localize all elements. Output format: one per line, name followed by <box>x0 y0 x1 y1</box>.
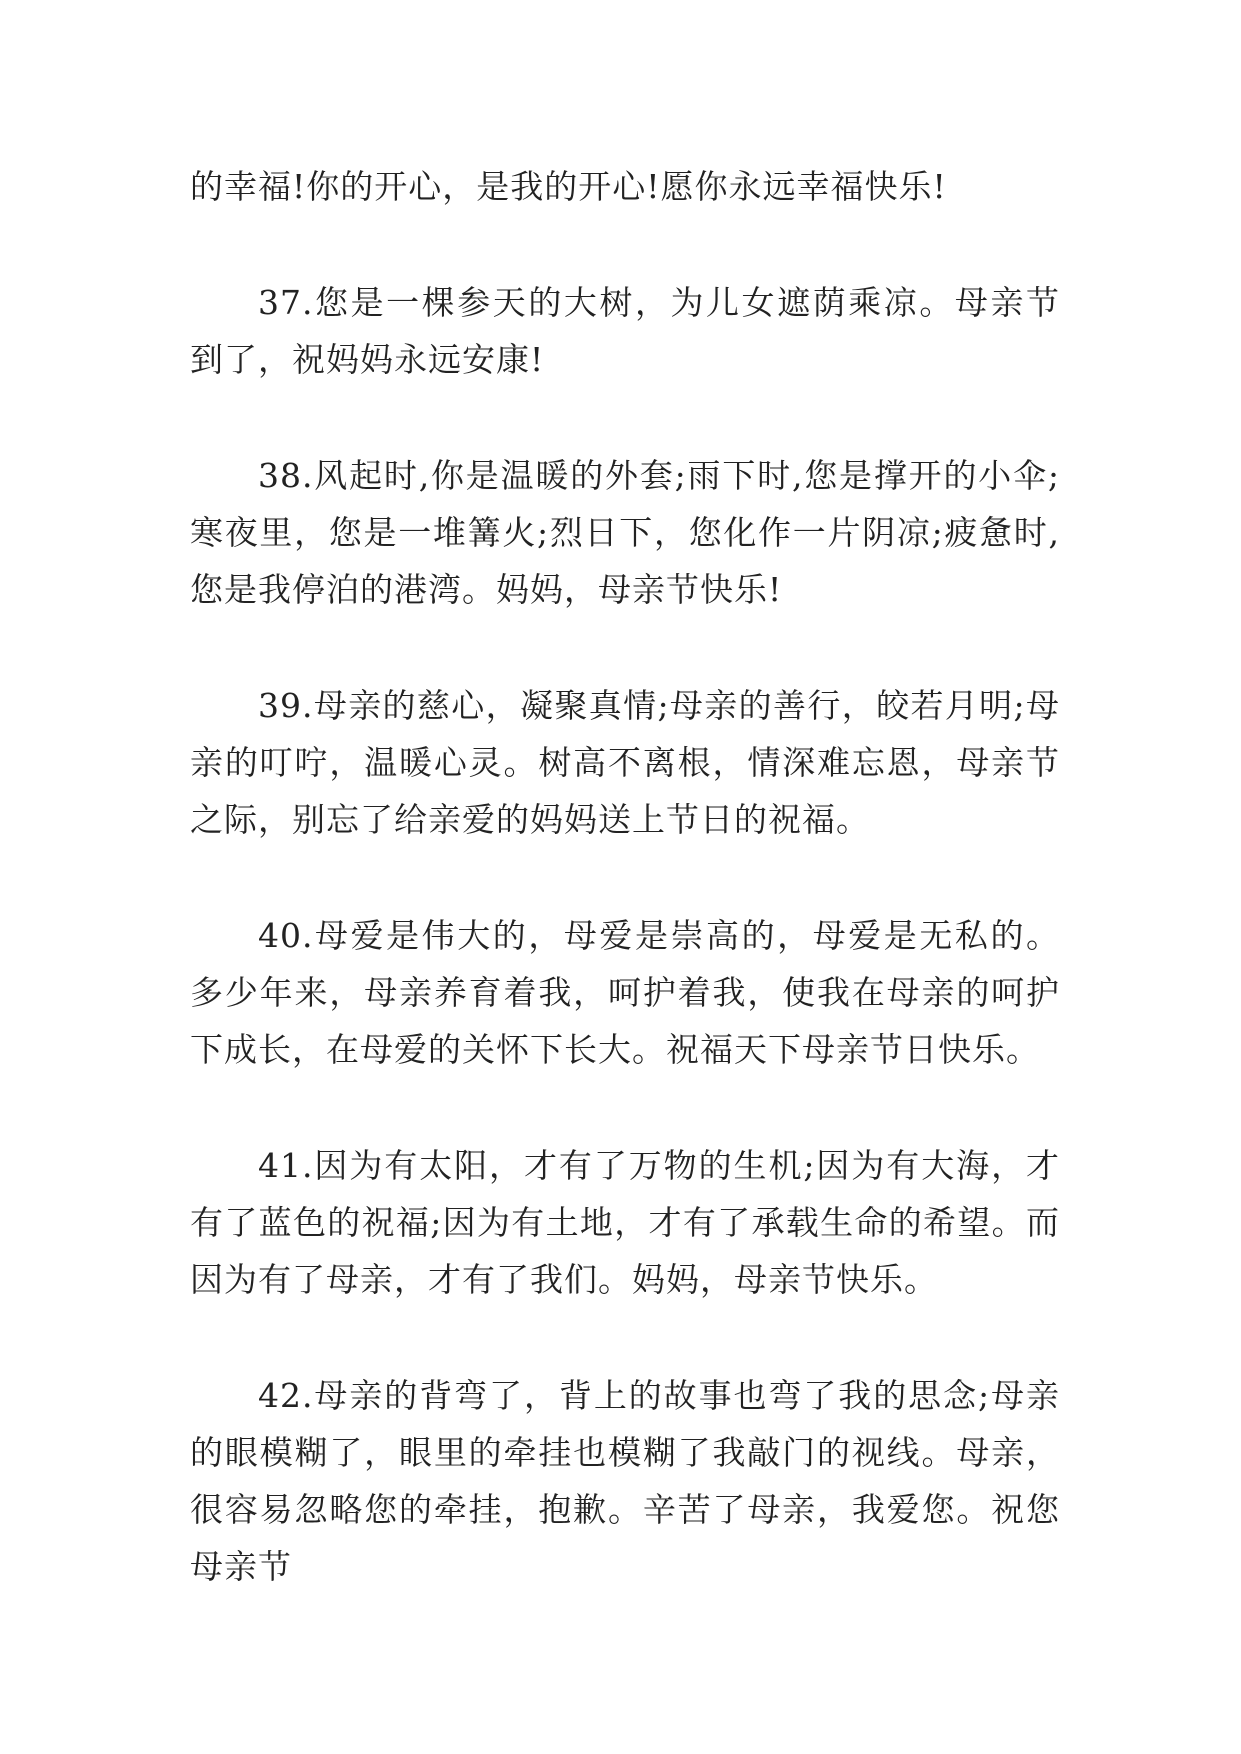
paragraph-37: 37.您是一棵参天的大树，为儿女遮荫乘凉。母亲节到了，祝妈妈永远安康! <box>190 283 1060 379</box>
paragraph-continuation: 的幸福!你的开心，是我的开心!愿你永远幸福快乐! <box>190 167 947 206</box>
paragraph-41: 41.因为有太阳，才有了万物的生机;因为有大海，才有了蓝色的祝福;因为有土地，才有了承载生命的希望。而因为有了母亲，才有了我们。妈妈，母亲节快乐。 <box>190 1146 1060 1299</box>
document-body <box>190 158 1060 1654</box>
paragraph-42: 42.母亲的背弯了，背上的故事也弯了我的思念;母亲的眼模糊了，眼里的牵挂也模糊了我敲门的视线。母亲，很容易忽略您的牵挂，抱歉。辛苦了母亲，我爱您。祝您母亲节 <box>190 1376 1060 1586</box>
paragraph-38: 38.风起时,你是温暖的外套;雨下时,您是撑开的小伞;寒夜里，您是一堆篝火;烈日下，您化作一片阴凉;疲惫时,您是我停泊的港湾。妈妈，母亲节快乐! <box>190 456 1060 609</box>
paragraph-39: 39.母亲的慈心，凝聚真情;母亲的善行，皎若月明;母亲的叮咛，温暖心灵。树高不离根，情深难忘恩，母亲节之际，别忘了给亲爱的妈妈送上节日的祝福。 <box>190 686 1060 839</box>
paragraph-40: 40.母爱是伟大的，母爱是崇高的，母爱是无私的。多少年来，母亲养育着我，呵护着我，使我在母亲的呵护下成长，在母爱的关怀下长大。祝福天下母亲节日快乐。 <box>190 916 1060 1069</box>
